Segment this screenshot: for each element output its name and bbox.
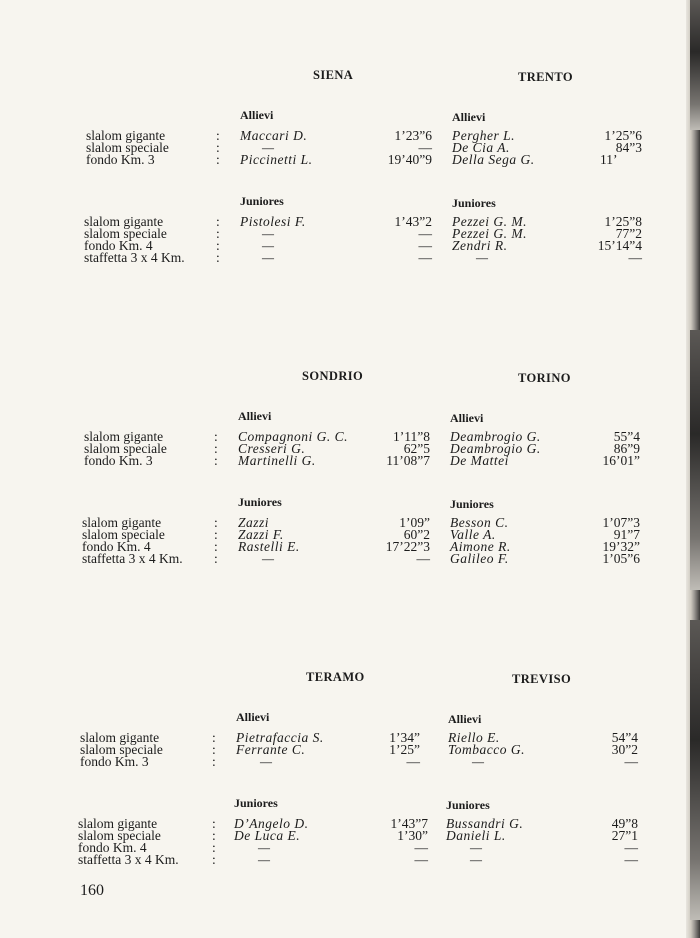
- athlete-name-left: Maccari D.: [240, 128, 308, 143]
- time-right: 84”3: [615, 140, 642, 155]
- city-heading-left: SIENA: [313, 68, 354, 82]
- athlete-name-left: Pistolesi F.: [240, 214, 306, 229]
- colon: :: [216, 250, 220, 265]
- category-heading-right: Juniores: [446, 798, 490, 812]
- time-left: 19’40”9: [387, 152, 432, 167]
- city-heading-left: SONDRIO: [302, 369, 364, 383]
- category-heading-left: Juniores: [240, 194, 284, 208]
- event-label: slalom gigante: [84, 214, 164, 229]
- time-right: —: [624, 754, 638, 769]
- athlete-name-left: Rastelli E.: [238, 539, 300, 554]
- time-left: 1’30”: [397, 828, 428, 843]
- time-left: —: [418, 250, 432, 265]
- athlete-name-right: Aimone R.: [450, 539, 511, 554]
- event-label: slalom speciale: [82, 527, 165, 542]
- athlete-name-left: Ferrante C.: [236, 742, 306, 757]
- colon: :: [212, 754, 216, 769]
- athlete-name-right: —: [470, 840, 483, 855]
- time-left: —: [414, 840, 428, 855]
- time-left: 1’09”: [399, 515, 430, 530]
- colon: :: [214, 429, 218, 444]
- time-right: 55”4: [613, 429, 640, 444]
- event-label: slalom gigante: [80, 730, 160, 745]
- colon: :: [214, 527, 218, 542]
- event-label: fondo Km. 4: [84, 238, 153, 253]
- time-left: 17’22”3: [385, 539, 430, 554]
- time-right: 16’01”: [602, 453, 640, 468]
- category-heading-right: Allievi: [452, 110, 486, 124]
- athlete-name-left: D’Angelo D.: [234, 816, 309, 831]
- category-heading-left: Allievi: [236, 710, 270, 724]
- event-label: slalom gigante: [82, 515, 162, 530]
- athlete-name-right: Besson C.: [450, 515, 509, 530]
- athlete-name-left: —: [258, 840, 271, 855]
- time-left: 62”5: [403, 441, 430, 456]
- time-right: 86”9: [613, 441, 640, 456]
- category-heading-left: Allievi: [238, 409, 272, 423]
- category-heading-left: Juniores: [234, 796, 278, 810]
- time-left: 1’43”2: [394, 214, 432, 229]
- time-right: 19’32”: [602, 539, 640, 554]
- time-right: 15’14”4: [597, 238, 642, 253]
- colon: :: [216, 226, 220, 241]
- category-heading-right: Juniores: [452, 196, 496, 210]
- athlete-name-right: Deambrogio G.: [450, 429, 541, 444]
- time-right: 1’25”6: [604, 128, 642, 143]
- athlete-name-right: —: [476, 250, 489, 265]
- athlete-name-left: —: [262, 250, 275, 265]
- time-left: —: [406, 754, 420, 769]
- event-label: fondo Km. 4: [82, 539, 151, 554]
- athlete-name-left: —: [262, 226, 275, 241]
- time-left: 11’08”7: [386, 453, 430, 468]
- event-label: fondo Km. 3: [84, 453, 153, 468]
- time-right: —: [624, 852, 638, 867]
- time-left: 1’11”8: [393, 429, 430, 444]
- event-label: fondo Km. 3: [80, 754, 149, 769]
- colon: :: [214, 551, 218, 566]
- athlete-name-left: Zazzi: [238, 515, 270, 530]
- page-number: 160: [80, 882, 104, 899]
- athlete-name-right: —: [472, 754, 485, 769]
- time-right: 1’05”6: [602, 551, 640, 566]
- athlete-name-right: Deambrogio G.: [450, 441, 541, 456]
- adjacent-page-photo-edge: [690, 620, 700, 920]
- athlete-name-left: Pietrafaccia S.: [236, 730, 324, 745]
- category-heading-left: Juniores: [238, 495, 282, 509]
- athlete-name-left: —: [258, 852, 271, 867]
- athlete-name-left: —: [262, 551, 275, 566]
- colon: :: [214, 539, 218, 554]
- category-heading-left: Allievi: [240, 108, 274, 122]
- athlete-name-right: Galileo F.: [450, 551, 509, 566]
- colon: :: [216, 128, 220, 143]
- time-right: 27”1: [611, 828, 638, 843]
- colon: :: [216, 152, 220, 167]
- time-right: 54”4: [611, 730, 638, 745]
- athlete-name-right: Bussandri G.: [446, 816, 524, 831]
- athlete-name-left: Cresseri G.: [238, 441, 306, 456]
- colon: :: [216, 140, 220, 155]
- athlete-name-left: De Luca E.: [234, 828, 301, 843]
- athlete-name-left: Compagnoni G. C.: [238, 429, 349, 444]
- colon: :: [214, 515, 218, 530]
- time-right: —: [624, 840, 638, 855]
- event-label: slalom gigante: [78, 816, 158, 831]
- time-left: 60”2: [403, 527, 430, 542]
- colon: :: [216, 238, 220, 253]
- time-right: 11’: [600, 152, 618, 167]
- event-label: fondo Km. 4: [78, 840, 147, 855]
- athlete-name-left: —: [260, 754, 273, 769]
- colon: :: [214, 453, 218, 468]
- event-label: staffetta 3 x 4 Km.: [78, 852, 179, 867]
- time-right: 49”8: [611, 816, 638, 831]
- athlete-name-right: Riello E.: [448, 730, 500, 745]
- event-label: slalom gigante: [84, 429, 164, 444]
- adjacent-page-photo-edge: [690, 0, 700, 130]
- event-label: slalom gigante: [86, 128, 166, 143]
- time-left: 1’25”: [389, 742, 420, 757]
- event-label: fondo Km. 3: [86, 152, 155, 167]
- time-right: 30”2: [611, 742, 638, 757]
- athlete-name-left: Zazzi F.: [238, 527, 284, 542]
- athlete-name-right: Tombacco G.: [448, 742, 526, 757]
- athlete-name-left: Martinelli G.: [238, 453, 316, 468]
- athlete-name-right: Pezzei G. M.: [452, 214, 527, 229]
- colon: :: [212, 852, 216, 867]
- time-left: 1’23”6: [394, 128, 432, 143]
- event-label: slalom speciale: [86, 140, 169, 155]
- event-label: slalom speciale: [84, 441, 167, 456]
- time-right: 1’07”3: [602, 515, 640, 530]
- athlete-name-right: De Cia A.: [452, 140, 510, 155]
- athlete-name-left: —: [262, 238, 275, 253]
- colon: :: [214, 441, 218, 456]
- city-heading-left: TERAMO: [306, 670, 365, 684]
- time-right: 1’25”8: [604, 214, 642, 229]
- adjacent-page-photo-edge: [690, 330, 700, 590]
- city-heading-right: TORINO: [518, 371, 571, 385]
- category-heading-right: Juniores: [450, 497, 494, 511]
- athlete-name-right: Valle A.: [450, 527, 496, 542]
- colon: :: [212, 828, 216, 843]
- athlete-name-right: De Mattei: [450, 453, 509, 468]
- athlete-name-right: Zendri R.: [452, 238, 508, 253]
- athlete-name-left: —: [262, 140, 275, 155]
- category-heading-right: Allievi: [448, 712, 482, 726]
- event-label: slalom speciale: [84, 226, 167, 241]
- event-label: staffetta 3 x 4 Km.: [84, 250, 185, 265]
- athlete-name-right: Danieli L.: [446, 828, 506, 843]
- colon: :: [212, 840, 216, 855]
- event-label: slalom speciale: [80, 742, 163, 757]
- athlete-name-right: —: [470, 852, 483, 867]
- colon: :: [212, 730, 216, 745]
- colon: :: [216, 214, 220, 229]
- athlete-name-right: Pergher L.: [452, 128, 515, 143]
- category-heading-right: Allievi: [450, 411, 484, 425]
- time-left: 1’34”: [389, 730, 420, 745]
- colon: :: [212, 816, 216, 831]
- time-left: —: [414, 852, 428, 867]
- time-right: 91”7: [613, 527, 640, 542]
- event-label: slalom speciale: [78, 828, 161, 843]
- time-left: —: [418, 140, 432, 155]
- athlete-name-right: Della Sega G.: [452, 152, 535, 167]
- time-left: —: [416, 551, 430, 566]
- colon: :: [212, 742, 216, 757]
- city-heading-right: TREVISO: [512, 672, 572, 686]
- city-heading-right: TRENTO: [518, 70, 573, 84]
- athlete-name-left: Piccinetti L.: [240, 152, 313, 167]
- event-label: staffetta 3 x 4 Km.: [82, 551, 183, 566]
- time-left: —: [418, 238, 432, 253]
- athlete-name-right: Pezzei G. M.: [452, 226, 527, 241]
- time-right: 77”2: [615, 226, 642, 241]
- time-right: —: [628, 250, 642, 265]
- time-left: 1’43”7: [390, 816, 428, 831]
- time-left: —: [418, 226, 432, 241]
